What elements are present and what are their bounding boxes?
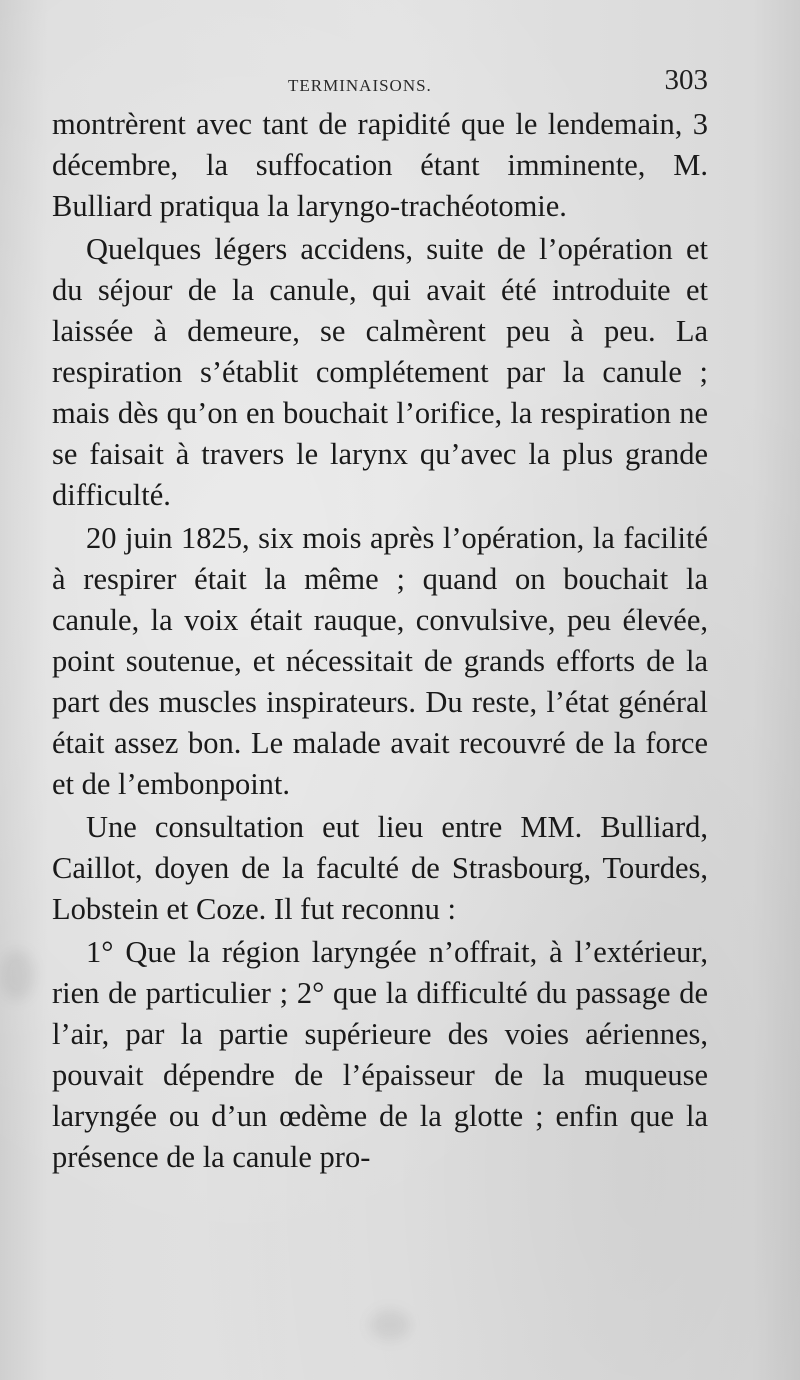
- paragraph-continuation: montrèrent avec tant de rapidité que le lendemain, 3 décembre, la suffocation étant imminente, M. Bulliard pratiqua la laryngo-trachéotomie.: [52, 107, 708, 223]
- paragraph: 1° Que la région laryngée n’offrait, à l’extérieur, rien de particulier ; 2° que la difficulté du passage de l’air, par la partie supérieure des voies aériennes, pouvait dépendre de l’épaisseur de la muqueuse laryngée ou d’un œdème de la glotte ; enfin que la présence de la canule pro-: [52, 935, 708, 1174]
- page-stain: [370, 1310, 410, 1340]
- paragraph: Une consultation eut lieu entre MM. Bulliard, Caillot, doyen de la faculté de Strasbourg, Tourdes, Lobstein et Coze. Il fut reconnu :: [52, 810, 708, 926]
- page-stain: [0, 950, 34, 1000]
- body-text: [52, 104, 708, 1178]
- page-number: 303: [664, 64, 708, 96]
- paragraph: Quelques légers accidens, suite de l’opération et du séjour de la canule, qui avait été introduite et laissée à demeure, se calmèrent peu à peu. La respiration s’établit complétement par la canule ; mais dès qu’on en bouchait l’orifice, la respiration ne se faisait à travers le larynx qu’avec la plus grande difficulté.: [52, 232, 708, 512]
- paragraph: 20 juin 1825, six mois après l’opération, la facilité à respirer était la même ; quand on bouchait la canule, la voix était rauque, convulsive, peu élevée, point soutenue, et nécessitait de grands efforts de la part des muscles inspirateurs. Du reste, l’état général était assez bon. Le malade avait recouvré de la force et de l’embonpoint.: [52, 521, 708, 801]
- running-head: TERMINAISONS.: [288, 76, 432, 95]
- page-header: [52, 64, 708, 96]
